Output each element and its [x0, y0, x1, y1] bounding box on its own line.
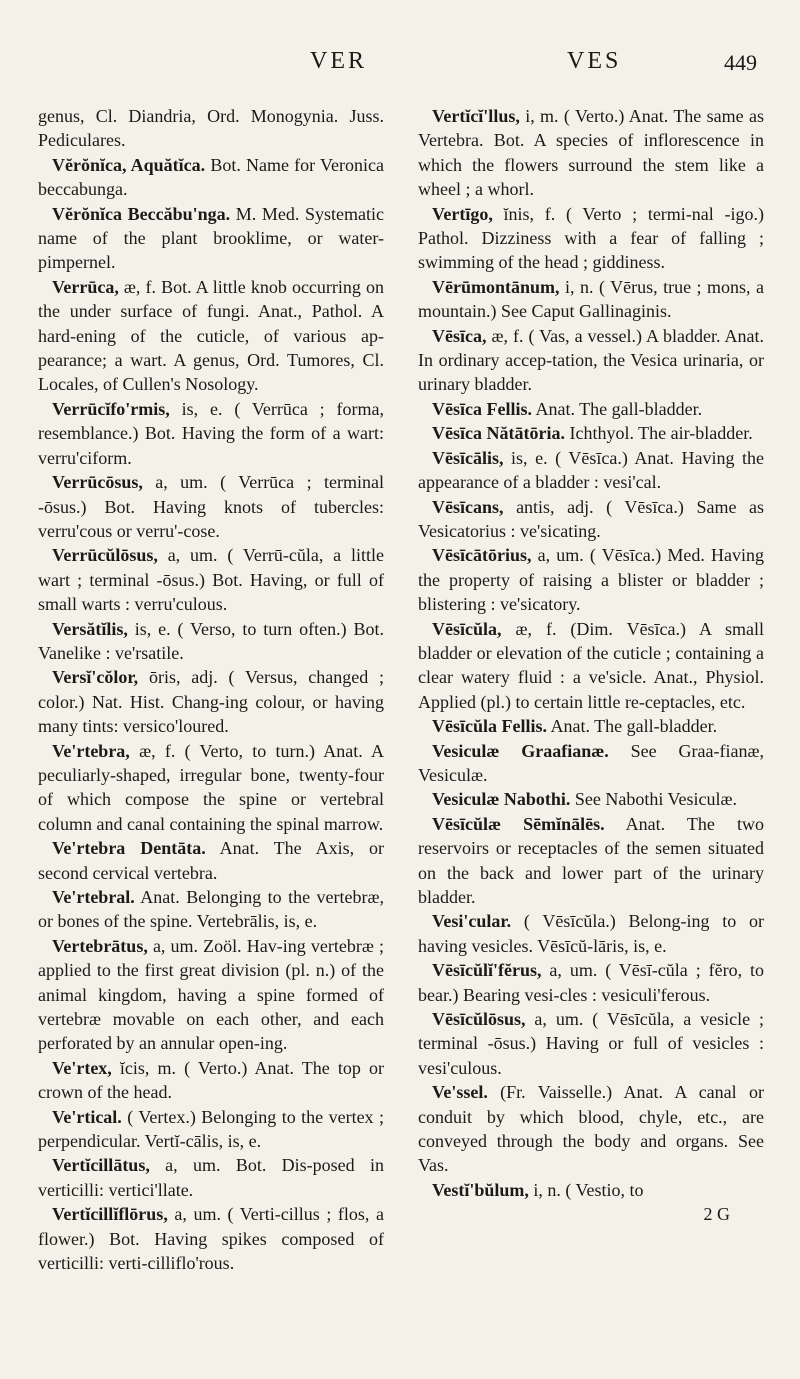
dictionary-entry: [38, 1056, 384, 1105]
entry-headword: Vertebrātus,: [52, 935, 148, 956]
entry-headword: Vĕrŏnĭca Beccăbu'nga.: [52, 203, 231, 224]
dictionary-entry: [418, 909, 764, 958]
dictionary-entry: [418, 543, 764, 616]
dictionary-entry: [418, 739, 764, 788]
entry-headword: Verrūcŭlōsus,: [52, 545, 158, 566]
entry-headword: Ve'rtebral.: [52, 887, 135, 907]
entry-definition: Anat. The two reservoirs or receptacles of the semen situated on the back and lower part of the urinary bladder.: [418, 813, 765, 907]
entry-definition: æ, f. (Dim. Vēsīca.) A small bladder or elevation of the cuticle ; containing a clear watery fluid : a ve'sicle. Anat., Physiol. Applied (pl.) to certain little re-ceptacles, etc.: [418, 618, 764, 712]
entry-definition: Anat. The gall-bladder.: [531, 398, 703, 419]
running-header-right: VES: [567, 48, 622, 74]
dictionary-entry: [38, 470, 384, 543]
entry-definition: ōris, adj. ( Versus, changed ; color.) Nat. Hist. Chang-ing colour, or having many tints: versico'loured.: [38, 667, 384, 737]
entry-definition: a, um. ( Vēsī-cŭla ; fĕro, to bear.) Bearing vesi-cles : vesiculi'ferous.: [418, 960, 764, 1005]
entry-headword: Ve'rtical.: [52, 1106, 122, 1127]
left-column: [38, 104, 384, 1276]
entry-headword: Versĭ'cŏlor,: [52, 667, 139, 688]
dictionary-entry: [418, 324, 764, 397]
entry-headword: Ve'rtebra Dentāta.: [52, 838, 206, 859]
entry-definition: ( Vertex.) Belonging to the vertex ; perpendicular. Vertĭ-cālis, is, e.: [38, 1106, 384, 1152]
running-header-left: VER: [310, 48, 367, 74]
entry-headword: Vēsīcālis,: [432, 447, 504, 468]
entry-headword: Vēsīcātōrius,: [432, 545, 532, 566]
dictionary-entry: [418, 275, 764, 324]
entry-definition: Anat. The Axis, or second cervical vertebra.: [38, 838, 384, 883]
dictionary-entry: [418, 958, 764, 1007]
entry-headword: Vērūmontānum,: [432, 276, 560, 297]
entry-definition: is, e. ( Verso, to turn often.) Bot. Vanelike : ve'rsatile.: [38, 618, 384, 663]
entry-headword: Vēsīcans,: [432, 496, 504, 517]
entry-definition: i, n. ( Vestio, to: [528, 1179, 644, 1200]
entry-headword: Verrūcĭfo'rmis,: [52, 398, 170, 419]
entry-definition: a, um. ( Vēsīcŭla, a vesicle ; terminal -ōsus.) Having or full of vesicles : vesi'culous.: [418, 1009, 764, 1078]
entry-headword: Vēsīcŭla,: [432, 618, 502, 639]
entry-headword: Vertīgo,: [432, 203, 493, 224]
dictionary-entry: [418, 617, 764, 715]
dictionary-entry: [38, 397, 384, 470]
entry-definition: is, e. ( Verrūca ; forma, resemblance.) Bot. Having the form of a wart: verru'ciform.: [38, 398, 384, 468]
entry-definition: æ, f. Bot. A little knob occurring on the under surface of fungi. Anat., Pathol. A hard-ening of the cuticle, of various ap-pearance; a wart. A genus, Ord. Tumores, Cl. Locales, of Cullen's Nosology.: [38, 276, 384, 395]
dictionary-entry: [38, 617, 384, 666]
entry-definition: a, um. ( Verrū-cŭla, a little wart ; terminal -ōsus.) Bot. Having, or full of small warts : verru'culous.: [38, 545, 384, 615]
entry-headword: Vertĭcillātus,: [52, 1155, 150, 1176]
entry-definition: i, n. ( Vērus, true ; mons, a mountain.) See Caput Gallinaginis.: [418, 276, 764, 322]
entry-headword: Vesi'cular.: [432, 911, 512, 932]
entry-definition: Bot. Name for Veronica beccabunga.: [38, 154, 384, 200]
dictionary-entry: [38, 739, 384, 837]
entry-definition: ĭnis, f. ( Verto ; termi-nal -igo.) Pathol. Dizziness with a fear of falling ; swimming of the head ; giddiness.: [418, 203, 764, 273]
dictionary-entry: [418, 812, 764, 910]
entry-definition: a, um. ( Verrūca ; terminal -ōsus.) Bot. Having knots of tubercles: verru'cous or verru'-cose.: [38, 472, 384, 541]
dictionary-entry: [418, 714, 764, 738]
entry-definition: See Graa-fianæ, Vesiculæ.: [418, 740, 764, 785]
entry-headword: Vĕrŏnĭca, Aquătĭca.: [52, 154, 206, 175]
dictionary-entry: [38, 543, 384, 616]
entry-headword: Vēsīca Nătātōria.: [432, 423, 565, 444]
entry-headword: Vertĭcĭ'llus,: [432, 106, 520, 126]
dictionary-entry: [38, 1105, 384, 1154]
dictionary-entry: [418, 397, 764, 421]
dictionary-entry: [418, 446, 764, 495]
entry-headword: Vēsīca,: [432, 325, 487, 346]
dictionary-entry: [38, 202, 384, 275]
entry-definition: Anat. The gall-bladder.: [547, 716, 718, 737]
entry-definition: antis, adj. ( Vēsīca.) Same as Vesicatorius : ve'sicating.: [418, 496, 764, 541]
dictionary-entry: [38, 665, 384, 738]
right-column: [418, 104, 764, 1227]
entry-definition: ĭcis, m. ( Verto.) Anat. The top or crown of the head.: [38, 1057, 384, 1103]
entry-headword: Versătĭlis,: [52, 618, 128, 639]
dictionary-entry: [418, 787, 764, 811]
dictionary-entry: [418, 1080, 764, 1178]
entry-headword: Verrūca,: [52, 276, 119, 297]
page-number: 449: [724, 50, 757, 75]
dictionary-entry: [418, 104, 764, 202]
entry-headword: Vēsīcŭlæ Sēmĭnālēs.: [432, 813, 605, 834]
entry-headword: Vēsīca Fellis.: [432, 398, 532, 419]
entry-definition: Ichthyol. The air-bladder.: [564, 423, 753, 444]
dictionary-entry: [418, 1178, 764, 1202]
entry-headword: Vēsīcŭlĭ'fĕrus,: [432, 960, 542, 981]
entry-definition: i, m. ( Verto.) Anat. The same as Vertebra. Bot. A species of inflorescence in which the flowers surround the stem like a wheel ; a whorl.: [418, 106, 764, 200]
dictionary-entry: [38, 153, 384, 202]
entry-definition: See Nabothi Vesiculæ.: [570, 789, 738, 810]
entry-headword: Vēsīcŭla Fellis.: [432, 716, 547, 737]
entry-definition: (Fr. Vaisselle.) Anat. A canal or conduit by which blood, chyle, etc., are conveyed through the body and organs. See Vas.: [418, 1082, 764, 1176]
entry-headword: Ve'rtex,: [52, 1057, 112, 1078]
entry-headword: Ve'rtebra,: [52, 740, 130, 761]
entry-headword: Vertĭcillĭflōrus,: [52, 1204, 168, 1225]
dictionary-entry: [38, 885, 384, 934]
dictionary-entry: [418, 202, 764, 275]
entry-definition: æ, f. ( Vas, a vessel.) A bladder. Anat. In ordinary accep-tation, the Vesica urinaria, or urinary bladder.: [418, 325, 764, 395]
dictionary-entry: [38, 1202, 384, 1275]
entry-definition: M. Med. Systematic name of the plant brooklime, or water-pimpernel.: [38, 203, 384, 273]
dictionary-entry: [418, 1007, 764, 1080]
dictionary-entry: [38, 275, 384, 397]
entry-definition: a, um. Zoöl. Hav-ing vertebræ ; applied to the first great division (pl. n.) of the animal kingdom, having a spine formed of vertebræ movable on each other, and each perforated by an annular open-ing.: [38, 935, 384, 1054]
entry-definition: a, um. Bot. Dis-posed in verticilli: vertici'llate.: [38, 1155, 384, 1200]
dictionary-entry: [418, 421, 764, 445]
dictionary-entry: [38, 1153, 384, 1202]
entry-definition: is, e. ( Vēsīca.) Anat. Having the appearance of a bladder : vesi'cal.: [418, 447, 764, 493]
dictionary-entry: [38, 934, 384, 1056]
entry-definition: a, um. ( Vēsīca.) Med. Having the property of raising a blister or bladder ; blistering : ve'sicatory.: [418, 545, 764, 615]
entry-headword: Vēsīcŭlōsus,: [432, 1009, 526, 1030]
signature-mark: 2 G: [703, 1204, 730, 1225]
entry-headword: Vesiculæ Graafianæ.: [432, 740, 609, 761]
entry-definition: genus, Cl. Diandria, Ord. Monogynia. Juss. Pediculares.: [38, 106, 384, 151]
entry-headword: Verrūcōsus,: [52, 472, 143, 493]
entry-definition: ( Vēsīcŭla.) Belong-ing to or having vesicles. Vēsīcŭ-lāris, is, e.: [418, 911, 764, 956]
entry-headword: Vestĭ'bŭlum,: [432, 1179, 529, 1200]
dictionary-entry: [38, 104, 384, 153]
dictionary-entry: [418, 495, 764, 544]
entry-definition: Anat. Belonging to the vertebræ, or bones of the spine. Vertebrālis, is, e.: [38, 887, 384, 932]
entry-headword: Vesiculæ Nabothi.: [432, 789, 571, 810]
entry-definition: a, um. ( Verti-cillus ; flos, a flower.) Bot. Having spikes composed of verticilli: verti-cilliflo'rous.: [38, 1204, 384, 1274]
entry-headword: Ve'ssel.: [432, 1082, 488, 1103]
dictionary-entry: [38, 836, 384, 885]
entry-definition: æ, f. ( Verto, to turn.) Anat. A peculiarly-shaped, irregular bone, twenty-four of which compose the spine or vertebral column and canal containing the spinal marrow.: [38, 740, 384, 834]
